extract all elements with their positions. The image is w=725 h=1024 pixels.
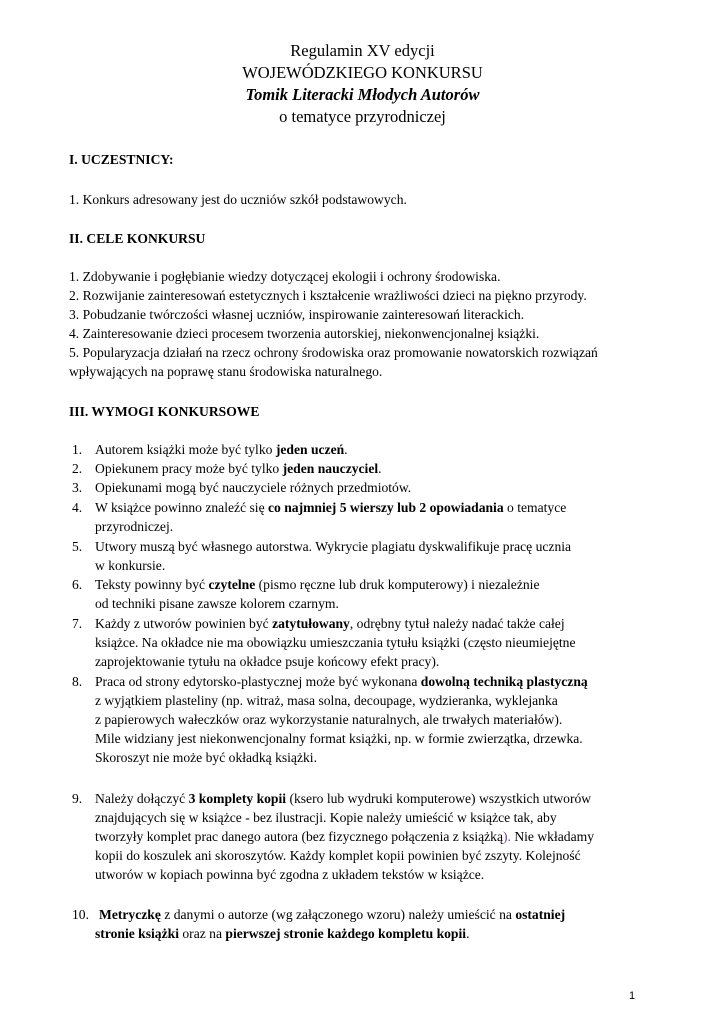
requirement-item-continued: z wyjątkiem plasteliny (np. witraż, masa solna, decoupage, wydzieranka, wyklejanka — [95, 693, 558, 708]
requirement-item-continued: tworzyły komplet prac danego autora (bez fizycznego połączenia z książką). Nie wkładamy — [95, 829, 594, 844]
requirement-item: Opiekunem pracy może być tylko jeden nauczyciel. — [95, 461, 382, 476]
list-number: 4. — [72, 500, 83, 515]
requirement-item: Metryczkę z danymi o autorze (wg załączonego wzoru) należy umieścić na ostatniej — [99, 907, 566, 922]
requirement-item-continued: stronie książki oraz na pierwszej stronie każdego kompletu kopii. — [95, 926, 470, 941]
requirement-item: Opiekunami mogą być nauczyciele różnych przedmiotów. — [95, 480, 412, 495]
requirement-item: Teksty powinny być czytelne (pismo ręczne lub druk komputerowy) i niezależnie — [95, 577, 540, 592]
section-heading-participants: I. UCZESTNICY: — [69, 152, 174, 167]
goal-item: 4. Zainteresowanie dzieci procesem tworzenia autorskiej, niekonwencjonalnej książki. — [69, 326, 540, 341]
list-number: 1. — [72, 442, 83, 457]
list-number: 3. — [72, 480, 83, 495]
page-number: 1 — [629, 990, 636, 1002]
document-title — [0, 40, 725, 128]
section-heading-goals: II. CELE KONKURSU — [69, 231, 206, 246]
section-heading-requirements: III. WYMOGI KONKURSOWE — [69, 404, 260, 419]
list-number: 10. — [72, 907, 89, 922]
requirement-item: Utwory muszą być własnego autorstwa. Wykrycie plagiatu dyskwalifikuje pracę ucznia — [95, 539, 572, 554]
requirement-item-continued: zaprojektowanie tytułu na okładce psuje końcowy efekt pracy). — [95, 654, 440, 669]
participants-paragraph: 1. Konkurs adresowany jest do uczniów szkół podstawowych. — [69, 192, 407, 207]
requirement-item-continued: Skoroszyt nie może być okładką książki. — [95, 750, 317, 765]
title-line-2: WOJEWÓDZKIEGO KONKURSU — [242, 63, 483, 82]
requirement-item-continued: utworów w kopiach powinna być zgodna z układem tekstów w książce. — [95, 867, 485, 882]
list-number: 5. — [72, 539, 83, 554]
title-line-4: o tematyce przyrodniczej — [279, 107, 446, 126]
goal-item: 1. Zdobywanie i pogłębianie wiedzy dotyczącej ekologii i ochrony środowiska. — [69, 269, 501, 284]
goal-item-continued: wpływających na poprawę stanu środowiska naturalnego. — [69, 364, 383, 379]
requirement-item-continued: książce. Na okładce nie ma obowiązku umieszczania tytułu książki (często nieumiejętne — [95, 635, 576, 650]
requirement-item-continued: w konkursie. — [95, 558, 166, 573]
goal-item: 3. Pobudzanie twórczości własnej uczniów, inspirowanie zainteresowań literackich. — [69, 307, 525, 322]
requirement-item-continued: znajdujących się w książce - bez ilustracji. Kopie należy umieścić w książce tak, aby — [95, 810, 557, 825]
list-number: 7. — [72, 616, 83, 631]
requirement-item-continued: przyrodniczej. — [95, 519, 174, 534]
requirement-item: Każdy z utworów powinien być zatytułowany, odrębny tytuł należy nadać także całej — [95, 616, 565, 631]
title-line-3: Tomik Literacki Młodych Autorów — [245, 85, 480, 104]
requirement-item: Należy dołączyć 3 komplety kopii (ksero lub wydruki komputerowe) wszystkich utworów — [95, 791, 592, 806]
requirement-item-continued: z papierowych wałeczków oraz wykorzystanie naturalnych, ale trwałych materiałów). — [95, 712, 563, 727]
list-number: 8. — [72, 674, 83, 689]
list-number: 9. — [72, 791, 83, 806]
requirement-item-continued: kopii do koszulek ani skoroszytów. Każdy komplet kopii powinien być zszyty. Kolejność — [95, 848, 581, 863]
requirement-item-continued: od techniki pisane zawsze kolorem czarnym. — [95, 596, 339, 611]
list-number: 2. — [72, 461, 83, 476]
title-line-1: Regulamin XV edycji — [290, 41, 435, 60]
requirement-item: W książce powinno znaleźć się co najmniej 5 wierszy lub 2 opowiadania o tematyce — [95, 500, 567, 515]
goal-item: 5. Popularyzacja działań na rzecz ochrony środowiska oraz promowanie nowatorskich rozwiązań — [69, 345, 598, 360]
requirement-item: Autorem książki może być tylko jeden uczeń. — [95, 442, 348, 457]
goal-item: 2. Rozwijanie zainteresowań estetycznych i kształcenie wrażliwości dzieci na piękno przyrody. — [69, 288, 587, 303]
requirement-item-continued: Mile widziany jest niekonwencjonalny format książki, np. w formie zwierzątka, drzewka. — [95, 731, 583, 746]
list-number: 6. — [72, 577, 83, 592]
requirement-item: Praca od strony edytorsko-plastycznej może być wykonana dowolną techniką plastyczną — [95, 674, 588, 689]
